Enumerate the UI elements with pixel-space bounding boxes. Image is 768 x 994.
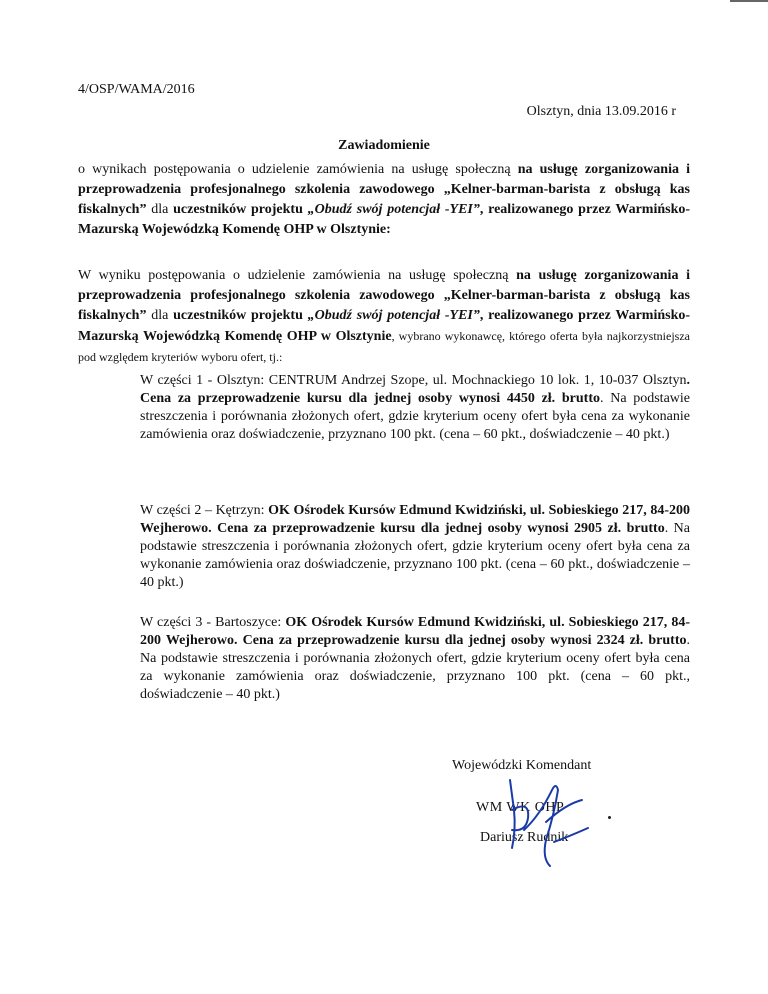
reference-number: 4/OSP/WAMA/2016 — [78, 82, 195, 97]
result-paragraph: W wyniku postępowania o udzielenie zamówienia na usługę społeczną na usługę zorganizowania i przeprowadzenia profesjonalnego szkolenia zawodowego „Kelner-barman-barista z obsługą kas fiskalnych” dla uczestników projektu „Obudź swój potencjał -YEI”, realizowanego przez Warmińsko-Mazurską Wojewódzką Komendę OHP w Olsztynie, wybrano wykonawcę, którego oferta była najkorzystniejsza pod względem kryteriów wyboru ofert, tj.: — [78, 268, 691, 364]
part-2-paragraph: W części 2 – Kętrzyn: OK Ośrodek Kursów Edmund Kwidziński, ul. Sobieskiego 217, 84-200 Wejherowo. Cena za przeprowadzenie kursu dla jednej osoby wynosi 2905 zł. brutto. Na podstawie streszczenia i porównania złożonych ofert, gdzie kryterium oceny ofert była cena za wykonanie zamówienia oraz doświadczenie, przyznano 100 pkt. (cena – 60 pkt., doświadczenie – 40 pkt.) — [140, 503, 691, 590]
signatory-office: WM WK OHP — [476, 800, 565, 815]
part-1-paragraph: W części 1 - Olsztyn: CENTRUM Andrzej Szope, ul. Mochnackiego 10 lok. 1, 10-037 Olsztyn. Cena za przeprowadzenie kursu dla jednej osoby wynosi 4450 zł. brutto. Na podstawie streszczenia i porównania złożonych ofert, gdzie kryterium oceny ofert była cena za wykonanie zamówienia oraz doświadczenie, przyznano 100 pkt. (cena – 60 pkt., doświadczenie – 40 pkt.) — [140, 373, 691, 442]
signatory-title: Wojewódzki Komendant — [452, 758, 592, 773]
document-title: Zawiadomienie — [338, 138, 430, 153]
place-date: Olsztyn, dnia 13.09.2016 r — [526, 104, 676, 119]
intro-paragraph: o wynikach postępowania o udzielenie zamówienia na usługę społeczną na usługę zorganizowania i przeprowadzenia profesjonalnego szkolenia zawodowego „Kelner-barman-barista z obsługą kas fiskalnych” dla uczestników projektu „Obudź swój potencjał -YEI”, realizowanego przez Warmińsko-Mazurską Wojewódzką Komendę OHP w Olsztynie: — [78, 162, 691, 237]
signatory-name: Dariusz Rudnik — [480, 830, 569, 845]
scan-edge-mark — [730, 0, 768, 2]
ink-dot — [608, 816, 611, 819]
handwritten-signature — [470, 770, 610, 880]
part-3-paragraph: W części 3 - Bartoszyce: OK Ośrodek Kursów Edmund Kwidziński, ul. Sobieskiego 217, 84-200 Wejherowo. Cena za przeprowadzenie kursu dla jednej osoby wynosi 2324 zł. brutto. Na podstawie streszczenia i porównania złożonych ofert, gdzie kryterium oceny ofert była cena za wykonanie zamówienia oraz doświadczenie, przyznano 100 pkt. (cena – 60 pkt., doświadczenie – 40 pkt.) — [140, 615, 690, 702]
